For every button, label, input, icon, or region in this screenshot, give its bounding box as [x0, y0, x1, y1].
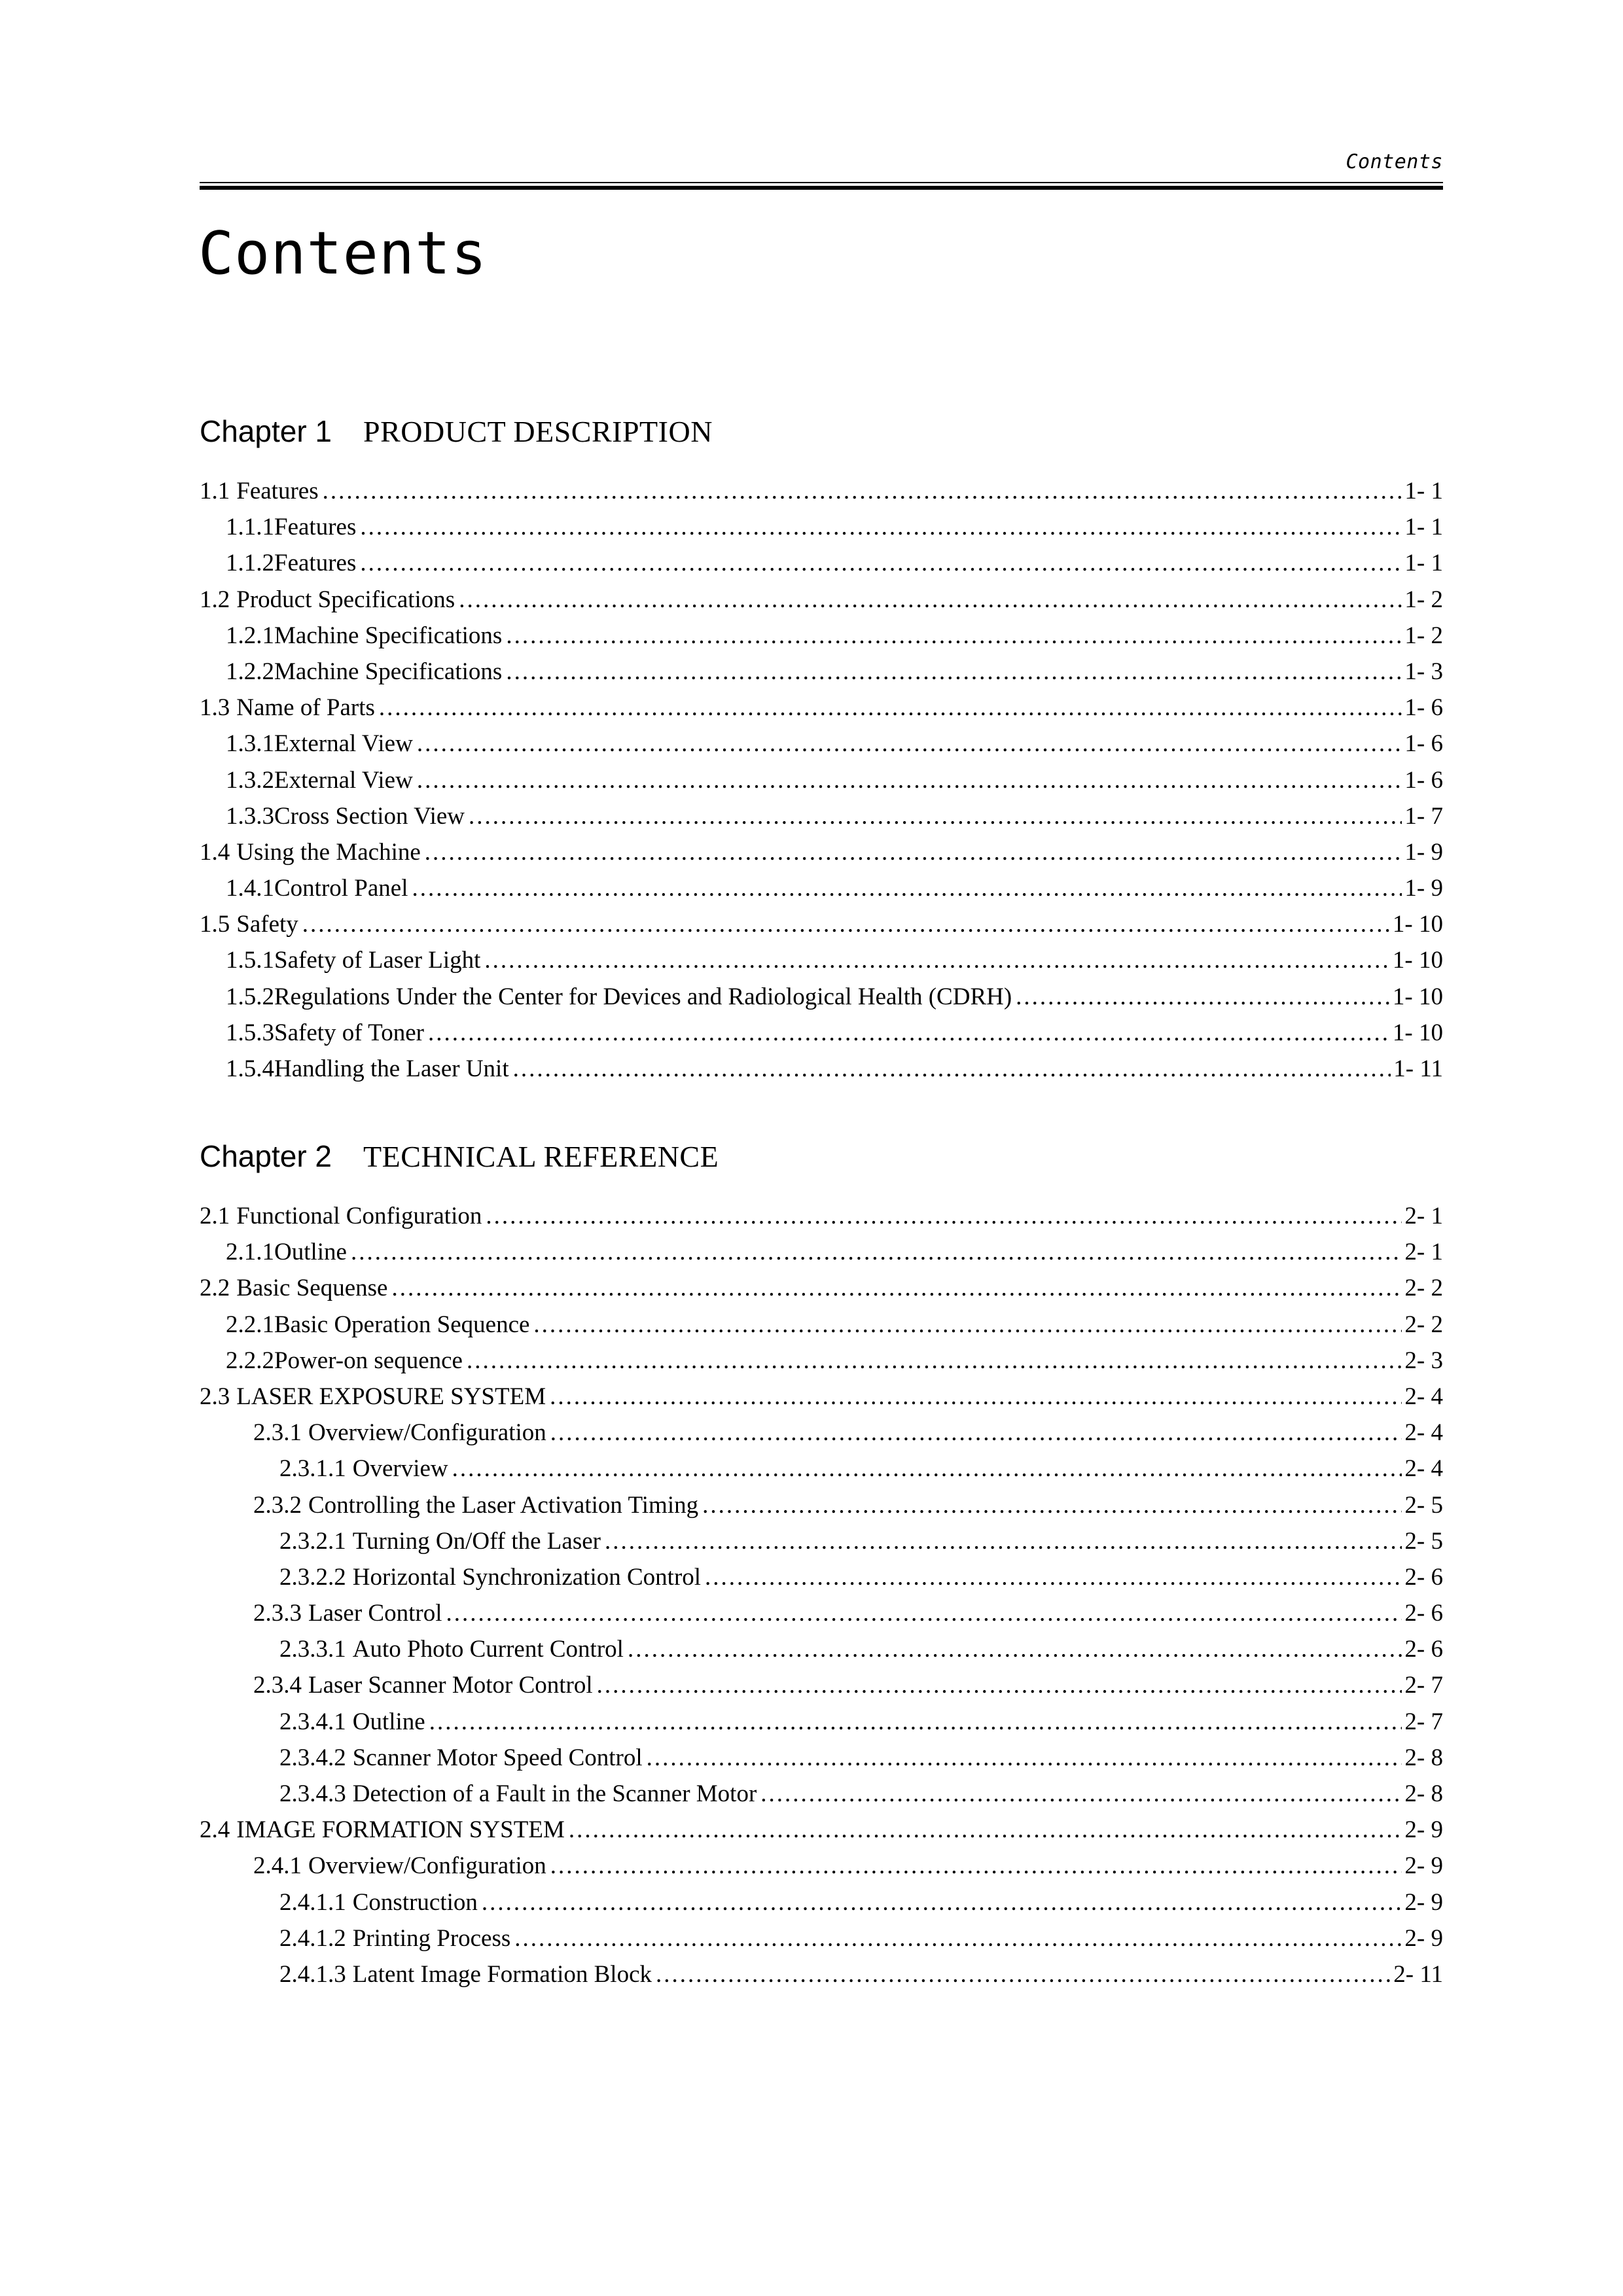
toc-page-number: 2- 8 — [1404, 1744, 1443, 1771]
toc-entry[interactable] — [200, 870, 1443, 906]
chapter-title: TECHNICAL REFERENCE — [363, 1140, 719, 1173]
toc-entry[interactable] — [200, 1270, 1443, 1306]
toc-title: Horizontal Synchronization Control — [352, 1563, 702, 1591]
toc-entry[interactable] — [200, 1740, 1443, 1776]
toc-title: Printing Process — [352, 1924, 511, 1952]
toc-number: 2.2.2 — [226, 1347, 274, 1374]
toc-title: Cross Section View — [274, 802, 465, 830]
toc-entry[interactable] — [200, 1415, 1443, 1451]
toc-page-number: 1- 10 — [1392, 1019, 1443, 1046]
dot-leader — [302, 906, 1390, 942]
toc-number: 1.3.2 — [226, 766, 274, 794]
dot-leader — [760, 1776, 1402, 1812]
toc-number: 1.5.4 — [226, 1055, 274, 1082]
toc-entry[interactable] — [200, 1667, 1443, 1703]
dot-leader — [484, 942, 1390, 978]
toc-title: Power-on sequence — [274, 1347, 463, 1374]
toc-number: 1.3 — [200, 694, 230, 722]
toc-number: 2.3.3.1 — [279, 1636, 346, 1663]
toc-entry[interactable] — [200, 942, 1443, 978]
toc-entry[interactable] — [200, 906, 1443, 942]
toc-entry[interactable] — [200, 1920, 1443, 1956]
toc-page-number: 2- 6 — [1404, 1636, 1443, 1663]
toc-number: 2.4 — [200, 1816, 230, 1844]
toc-page-number: 2- 9 — [1404, 1816, 1443, 1844]
dot-leader — [550, 1848, 1402, 1884]
toc-number: 1.1.1 — [226, 514, 274, 541]
toc-number: 2.4.1.3 — [279, 1960, 346, 1988]
toc-page-number: 1- 11 — [1393, 1055, 1443, 1082]
toc-title: Control Panel — [274, 875, 408, 902]
toc-title: Scanner Motor Speed Control — [352, 1744, 643, 1771]
chapter-1-toc — [200, 473, 1443, 1087]
toc-page-number: 2- 4 — [1404, 1419, 1443, 1447]
toc-number: 1.2.1 — [226, 622, 274, 649]
dot-leader — [452, 1451, 1402, 1487]
toc-entry[interactable] — [200, 979, 1443, 1015]
toc-title: Laser Control — [308, 1600, 442, 1627]
toc-title: Laser Scanner Motor Control — [308, 1672, 593, 1699]
toc-title: Safety of Laser Light — [274, 947, 481, 974]
toc-number: 2.1 — [200, 1203, 230, 1229]
toc-page-number: 2- 1 — [1404, 1239, 1443, 1266]
toc-title: Safety — [236, 911, 298, 938]
toc-entry[interactable] — [200, 1487, 1443, 1523]
toc-entry[interactable] — [200, 1956, 1443, 1992]
toc-page-number: 2- 9 — [1404, 1924, 1443, 1952]
toc-page-number: 1- 2 — [1404, 622, 1443, 649]
toc-page-number: 2- 4 — [1404, 1383, 1443, 1410]
toc-title: Construction — [352, 1888, 478, 1916]
toc-title: External View — [274, 730, 413, 758]
toc-page-number: 2- 2 — [1404, 1311, 1443, 1338]
toc-page-number: 2- 3 — [1404, 1347, 1443, 1374]
dot-leader — [550, 1415, 1402, 1451]
toc-entry[interactable] — [200, 1198, 1443, 1234]
toc-number: 1.2.2 — [226, 658, 274, 685]
toc-entry[interactable] — [200, 1631, 1443, 1667]
toc-page-number: 1- 1 — [1404, 514, 1443, 541]
toc-title: Overview — [352, 1455, 448, 1483]
dot-leader — [533, 1307, 1402, 1343]
toc-number: 1.5.2 — [226, 983, 274, 1010]
dot-leader — [486, 1198, 1402, 1234]
dot-leader — [446, 1595, 1402, 1631]
toc-entry[interactable] — [200, 1704, 1443, 1740]
toc-number: 1.2 — [200, 586, 230, 613]
toc-title: Product Specifications — [236, 586, 455, 613]
toc-page-number: 1- 2 — [1404, 586, 1443, 613]
toc-entry[interactable] — [200, 1812, 1443, 1848]
toc-title: LASER EXPOSURE SYSTEM — [236, 1383, 546, 1410]
dot-leader — [459, 582, 1402, 618]
toc-entry[interactable] — [200, 1595, 1443, 1631]
dot-leader — [428, 1015, 1390, 1051]
toc-number: 2.4.1.2 — [279, 1924, 346, 1952]
dot-leader — [569, 1812, 1402, 1848]
toc-number: 2.3.1 — [253, 1419, 302, 1447]
dot-leader — [482, 1884, 1402, 1920]
toc-number: 2.3.4.1 — [279, 1708, 346, 1735]
toc-number: 1.3.1 — [226, 730, 274, 758]
toc-title: Using the Machine — [236, 838, 421, 866]
toc-page-number: 2- 9 — [1404, 1852, 1443, 1880]
toc-title: Auto Photo Current Control — [352, 1636, 624, 1663]
toc-page-number: 2- 6 — [1404, 1600, 1443, 1627]
toc-page-number: 2- 1 — [1404, 1203, 1443, 1229]
dot-leader — [550, 1379, 1402, 1415]
toc-entry[interactable] — [200, 834, 1443, 870]
header-rule-thin — [200, 182, 1443, 183]
toc-number: 2.4.1 — [253, 1852, 302, 1880]
toc-number: 2.4.1.1 — [279, 1888, 346, 1916]
chapter-title: PRODUCT DESCRIPTION — [363, 415, 713, 448]
toc-entry[interactable] — [200, 1776, 1443, 1812]
toc-title: Name of Parts — [236, 694, 375, 722]
dot-leader — [1016, 979, 1390, 1015]
toc-entry[interactable] — [200, 1884, 1443, 1920]
dot-leader — [351, 1234, 1402, 1270]
toc-page-number: 1- 9 — [1404, 875, 1443, 902]
toc-title: Turning On/Off the Laser — [352, 1527, 601, 1555]
chapter-2-toc — [200, 1198, 1443, 1992]
toc-number: 1.5.3 — [226, 1019, 274, 1046]
dot-leader — [605, 1523, 1402, 1559]
toc-number: 1.5.1 — [226, 947, 274, 974]
toc-title: Overview/Configuration — [308, 1852, 546, 1880]
toc-page-number: 2- 8 — [1404, 1780, 1443, 1807]
dot-leader — [702, 1487, 1402, 1523]
dot-leader — [417, 726, 1402, 762]
toc-page-number: 1- 6 — [1404, 730, 1443, 758]
toc-page-number: 1- 6 — [1404, 694, 1443, 722]
toc-page-number: 1- 10 — [1392, 911, 1443, 938]
dot-leader — [705, 1559, 1402, 1595]
dot-leader — [514, 1920, 1402, 1956]
toc-number: 2.3.4 — [253, 1672, 302, 1699]
toc-entry[interactable] — [200, 654, 1443, 690]
toc-number: 2.3.2.2 — [279, 1563, 346, 1591]
toc-title: Latent Image Formation Block — [352, 1960, 652, 1988]
toc-title: Features — [236, 478, 319, 504]
toc-number: 2.3.4.3 — [279, 1780, 346, 1807]
toc-number: 1.4 — [200, 838, 230, 866]
toc-number: 2.2 — [200, 1275, 230, 1302]
toc-entry[interactable] — [200, 762, 1443, 798]
toc-title: Outline — [274, 1239, 347, 1266]
toc-title: Machine Specifications — [274, 622, 503, 649]
toc-number: 2.2.1 — [226, 1311, 274, 1338]
toc-entry[interactable] — [200, 1307, 1443, 1343]
toc-number: 2.3.1.1 — [279, 1455, 346, 1483]
toc-page-number: 1- 1 — [1404, 550, 1443, 577]
toc-entry[interactable] — [200, 618, 1443, 654]
toc-title: External View — [274, 766, 413, 794]
dot-leader — [417, 762, 1402, 798]
chapter-number: Chapter 2 — [200, 1139, 332, 1173]
toc-number: 2.3.4.2 — [279, 1744, 346, 1771]
toc-number: 2.3.2.1 — [279, 1527, 346, 1555]
dot-leader — [429, 1704, 1402, 1740]
dot-leader — [360, 545, 1402, 581]
toc-page-number: 1- 7 — [1404, 802, 1443, 830]
toc-entry[interactable] — [200, 1523, 1443, 1559]
dot-leader — [467, 1343, 1402, 1379]
toc-title: Basic Sequense — [236, 1275, 388, 1302]
toc-title: Basic Operation Sequence — [274, 1311, 530, 1338]
chapter-2-heading — [200, 1139, 719, 1174]
toc-page-number: 1- 3 — [1404, 658, 1443, 685]
toc-entry[interactable] — [200, 1234, 1443, 1270]
toc-page-number: 1- 9 — [1404, 838, 1443, 866]
toc-number: 1.5 — [200, 911, 230, 938]
toc-title: Functional Configuration — [236, 1203, 482, 1229]
toc-entry[interactable] — [200, 1051, 1443, 1087]
dot-leader — [469, 798, 1402, 834]
toc-number: 1.1.2 — [226, 550, 274, 577]
toc-number: 1.1 — [200, 478, 230, 504]
toc-page-number: 2- 6 — [1404, 1563, 1443, 1591]
toc-entry[interactable] — [200, 1848, 1443, 1884]
toc-entry[interactable] — [200, 690, 1443, 726]
dot-leader — [647, 1740, 1402, 1776]
dot-leader — [412, 870, 1402, 906]
toc-entry[interactable] — [200, 1559, 1443, 1595]
toc-number: 2.3.3 — [253, 1600, 302, 1627]
dot-leader — [506, 618, 1402, 654]
toc-title: Controlling the Laser Activation Timing — [308, 1491, 699, 1519]
dot-leader — [628, 1631, 1402, 1667]
toc-number: 1.4.1 — [226, 875, 274, 902]
toc-page-number: 1- 10 — [1392, 983, 1443, 1010]
toc-entry[interactable] — [200, 545, 1443, 581]
toc-title: Regulations Under the Center for Devices and Radiological Health (CDRH) — [274, 983, 1012, 1010]
toc-page-number: 1- 1 — [1404, 478, 1443, 504]
toc-page-number: 2- 2 — [1404, 1275, 1443, 1302]
toc-page-number: 2- 11 — [1393, 1960, 1443, 1988]
toc-page-number: 2- 9 — [1404, 1888, 1443, 1916]
toc-number: 2.3.2 — [253, 1491, 302, 1519]
toc-entry[interactable] — [200, 798, 1443, 834]
toc-title: Outline — [352, 1708, 425, 1735]
toc-title: Safety of Toner — [274, 1019, 424, 1046]
toc-page-number: 2- 5 — [1404, 1491, 1443, 1519]
toc-title: Detection of a Fault in the Scanner Motor — [352, 1780, 757, 1807]
toc-page-number: 2- 7 — [1404, 1708, 1443, 1735]
toc-title: IMAGE FORMATION SYSTEM — [236, 1816, 565, 1844]
dot-leader — [425, 834, 1402, 870]
toc-entry[interactable] — [200, 1379, 1443, 1415]
dot-leader — [391, 1270, 1402, 1306]
dot-leader — [506, 654, 1402, 690]
toc-page-number: 2- 5 — [1404, 1527, 1443, 1555]
dot-leader — [323, 473, 1402, 509]
running-header: Contents — [1346, 150, 1443, 173]
dot-leader — [597, 1667, 1402, 1703]
page-title: Contents — [198, 219, 488, 288]
toc-entry[interactable] — [200, 1451, 1443, 1487]
toc-title: Features — [274, 514, 357, 541]
toc-page-number: 2- 7 — [1404, 1672, 1443, 1699]
chapter-1-heading — [200, 414, 713, 449]
toc-title: Handling the Laser Unit — [274, 1055, 509, 1082]
toc-number: 2.1.1 — [226, 1239, 274, 1266]
toc-title: Features — [274, 550, 357, 577]
toc-entry[interactable] — [200, 473, 1443, 509]
toc-entry[interactable] — [200, 1015, 1443, 1051]
dot-leader — [379, 690, 1402, 726]
toc-number: 2.3 — [200, 1383, 230, 1410]
toc-page-number: 1- 6 — [1404, 766, 1443, 794]
toc-title: Machine Specifications — [274, 658, 503, 685]
toc-entry[interactable] — [200, 509, 1443, 545]
toc-title: Overview/Configuration — [308, 1419, 546, 1447]
chapter-number: Chapter 1 — [200, 414, 332, 448]
toc-page-number: 2- 4 — [1404, 1455, 1443, 1483]
toc-page-number: 1- 10 — [1392, 947, 1443, 974]
toc-entry[interactable] — [200, 726, 1443, 762]
toc-entry[interactable] — [200, 1343, 1443, 1379]
toc-number: 1.3.3 — [226, 802, 274, 830]
dot-leader — [513, 1051, 1391, 1087]
dot-leader — [656, 1956, 1391, 1992]
header-rule-thick — [200, 186, 1443, 190]
toc-entry[interactable] — [200, 582, 1443, 618]
dot-leader — [360, 509, 1402, 545]
